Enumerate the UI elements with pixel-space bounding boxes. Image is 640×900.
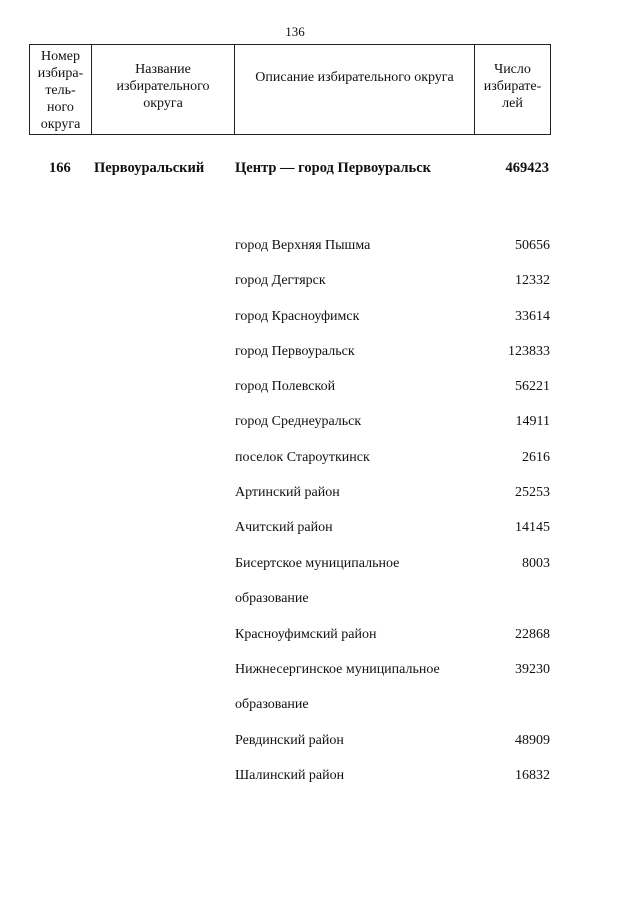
entry-description: город Дегтярск	[235, 273, 326, 289]
header-district-number: Номер избира- тель- ного округа	[30, 45, 92, 135]
list-item	[0, 510, 640, 545]
list-item	[0, 546, 640, 617]
entry-description: Бисертское муниципальное образование	[235, 555, 400, 607]
district-name: Первоуральский	[94, 160, 205, 176]
entry-voter-count: 16832	[515, 768, 550, 784]
district-center: Центр — город Первоуральск	[235, 160, 432, 176]
table-header	[29, 44, 551, 135]
list-item	[0, 404, 640, 439]
entry-voter-count: 33614	[515, 308, 550, 324]
entry-voter-count: 22868	[515, 626, 550, 642]
entry-voter-count: 14145	[515, 520, 550, 536]
entry-description: Ачитский район	[235, 520, 333, 536]
entry-voter-count: 39230	[515, 661, 550, 677]
list-item	[0, 299, 640, 334]
entry-voter-count: 25253	[515, 485, 550, 501]
entry-description: город Верхняя Пышма	[235, 238, 371, 253]
list-item	[0, 263, 640, 298]
entries-list	[0, 228, 640, 794]
entry-description: город Среднеуральск	[235, 414, 362, 430]
entry-voter-count: 12332	[515, 273, 550, 289]
list-item	[0, 475, 640, 510]
header-district-name: Название избирательного округа	[92, 45, 235, 135]
entry-voter-count: 14911	[515, 414, 550, 430]
district-voter-count: 469423	[505, 160, 549, 176]
entry-voter-count: 48909	[515, 732, 550, 748]
entry-voter-count: 50656	[515, 238, 550, 253]
table-header-row	[30, 45, 551, 135]
page-number: 136	[285, 24, 305, 39]
entry-description: Шалинский район	[235, 768, 345, 784]
list-item	[0, 617, 640, 652]
list-item	[0, 652, 640, 723]
entry-voter-count: 56221	[515, 379, 550, 395]
entry-description: город Первоуральск	[235, 343, 355, 359]
entry-description: Артинский район	[235, 485, 340, 501]
entry-description: Ревдинский район	[235, 732, 344, 748]
entry-voter-count: 8003	[522, 555, 550, 571]
list-item	[0, 369, 640, 404]
entry-description: поселок Староуткинск	[235, 449, 370, 465]
list-item	[0, 440, 640, 475]
entry-description: город Красноуфимск	[235, 308, 360, 324]
list-item	[0, 228, 640, 263]
district-number: 166	[49, 160, 71, 176]
list-item	[0, 758, 640, 793]
entry-voter-count: 123833	[508, 343, 550, 359]
header-voter-count: Число избирате- лей	[475, 45, 551, 135]
list-item	[0, 723, 640, 758]
list-item	[0, 334, 640, 369]
header-district-description: Описание избирательного округа	[235, 45, 475, 135]
entry-description: город Полевской	[235, 379, 336, 395]
entry-description: Красноуфимский район	[235, 626, 377, 642]
entry-description: Нижнесергинское муниципальное образование	[235, 661, 440, 713]
entry-voter-count: 2616	[522, 449, 550, 465]
district-row	[0, 160, 640, 180]
